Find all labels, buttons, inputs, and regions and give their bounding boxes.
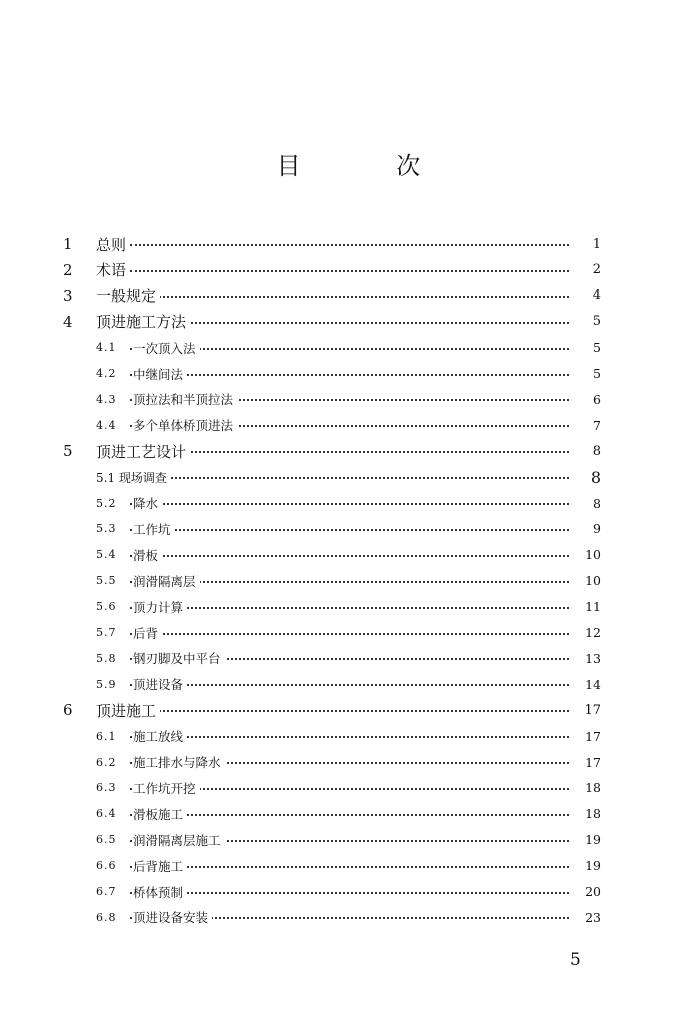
toc-entry-title: 中继间法 xyxy=(133,365,187,383)
toc-entry-number: 4.2 xyxy=(96,367,117,380)
toc-entry-title: 顶进施工 xyxy=(96,700,160,721)
toc-entry[interactable] xyxy=(0,596,697,618)
toc-entry-title: 工作坑 xyxy=(133,520,175,538)
toc-entry[interactable] xyxy=(0,518,697,540)
toc-entry[interactable] xyxy=(0,725,697,747)
toc-entry-number: 5.2 xyxy=(96,496,117,510)
toc-entry-number: 5.8 xyxy=(96,651,117,665)
toc-entry-title: 滑板 xyxy=(133,546,162,564)
toc-entry[interactable] xyxy=(0,492,697,514)
toc-entry-number: 5.3 xyxy=(96,522,117,536)
toc-entry-title: 多个单体桥顶进法 xyxy=(133,416,237,434)
toc-entry-page: 12 xyxy=(571,625,601,640)
dot-leader xyxy=(130,374,585,376)
toc-entry-title: 顶力计算 xyxy=(133,598,187,616)
toc-entry-page: 13 xyxy=(571,651,601,666)
toc-entry-title: 总则 xyxy=(96,234,130,255)
toc-entry-number: 4.1 xyxy=(96,341,117,355)
toc-entry-page: 5 xyxy=(571,366,601,381)
toc-entry[interactable] xyxy=(0,699,697,721)
dot-leader xyxy=(130,814,585,816)
toc-entry-page: 14 xyxy=(571,677,601,692)
toc-entry[interactable] xyxy=(0,440,697,462)
toc-entry-title: 一次顶入法 xyxy=(133,339,200,357)
toc-entry-title: 顶拉法和半顶拉法 xyxy=(133,390,237,408)
dot-leader xyxy=(130,607,585,609)
toc-entry-title: 润滑隔离层 xyxy=(133,572,200,590)
dot-leader xyxy=(130,710,585,712)
toc-entry[interactable] xyxy=(0,622,697,644)
dot-leader xyxy=(130,270,585,272)
dot-leader xyxy=(130,633,585,635)
dot-leader xyxy=(130,866,585,868)
toc-entry-title: 后背施工 xyxy=(133,857,187,875)
dot-leader xyxy=(130,296,585,298)
toc-entry-number: 4.3 xyxy=(96,392,117,406)
toc-entry-title: 一般规定 xyxy=(96,285,160,306)
toc-entry-page: 5 xyxy=(571,314,601,329)
toc-entry-title: 顶进设备安装 xyxy=(133,908,212,926)
toc-entry-page: 8 xyxy=(571,468,601,487)
toc-entry-number: 6.4 xyxy=(96,807,117,821)
toc-entry-title: 后背 xyxy=(133,624,162,642)
toc-entry[interactable] xyxy=(0,751,697,773)
toc-entry-number: 5.6 xyxy=(96,600,117,614)
toc-entry-number: 1 xyxy=(63,235,73,253)
toc-entry-number: 6.8 xyxy=(96,910,117,924)
toc-entry-title: 顶进工艺设计 xyxy=(96,441,190,462)
toc-entry-number: 6.3 xyxy=(96,781,117,795)
toc-entry[interactable] xyxy=(0,233,697,255)
toc-entry-number: 6.2 xyxy=(96,755,117,769)
toc-entry-title: 施工放线 xyxy=(133,727,187,745)
toc-entry-page: 11 xyxy=(571,599,601,614)
toc-entry-title: 滑板施工 xyxy=(133,805,187,823)
toc-entry-page: 17 xyxy=(571,729,601,744)
toc-entry-number: 3 xyxy=(63,286,73,305)
toc-entry[interactable] xyxy=(0,803,697,825)
toc-entry-title: 术语 xyxy=(96,259,130,280)
toc-entry-page: 18 xyxy=(571,780,601,795)
toc-entry[interactable] xyxy=(0,466,697,488)
toc-entry-page: 17 xyxy=(571,703,601,718)
toc-entry-page: 20 xyxy=(571,884,601,899)
page-title: 目 次 xyxy=(276,152,465,180)
toc-entry-page: 5 xyxy=(571,340,601,355)
toc-entry[interactable] xyxy=(0,388,697,410)
toc-entry-number: 6.6 xyxy=(96,859,117,873)
toc-entry[interactable] xyxy=(0,777,697,799)
toc-entry-title: 钢刃脚及中平台 xyxy=(133,649,225,667)
page-number: 5 xyxy=(570,950,581,970)
dot-leader xyxy=(130,529,585,531)
toc-entry-title: 降水 xyxy=(133,494,162,512)
toc-entry-page: 23 xyxy=(571,910,601,925)
toc-entry-page: 19 xyxy=(571,858,601,873)
toc-entry-title: 5.1 现场调查 xyxy=(96,469,171,486)
toc-entry-title: 顶进设备 xyxy=(133,675,187,693)
dot-leader xyxy=(130,244,585,246)
toc-entry[interactable] xyxy=(0,363,697,385)
dot-leader xyxy=(130,892,585,894)
toc-entry-number: 6.1 xyxy=(96,729,117,743)
toc-entry-title: 工作坑开挖 xyxy=(133,779,200,797)
toc-entry-number: 2 xyxy=(63,260,73,279)
toc-entry-number: 5.5 xyxy=(96,574,117,588)
dot-leader xyxy=(130,503,585,505)
toc-entry[interactable] xyxy=(0,414,697,436)
toc-entry-number: 4 xyxy=(63,312,73,331)
dot-leader xyxy=(130,477,585,479)
dot-leader xyxy=(130,555,585,557)
toc-entry-number: 6.5 xyxy=(96,833,117,847)
toc-entry-number: 5.4 xyxy=(96,548,117,562)
toc-entry-number: 5.7 xyxy=(96,626,117,639)
toc-entry-number: 6 xyxy=(63,701,73,720)
toc-entry-number: 6.7 xyxy=(96,885,117,898)
toc-entry-page: 6 xyxy=(571,392,601,407)
toc-entry-page: 9 xyxy=(571,521,601,536)
toc-entry-number: 5 xyxy=(63,442,73,461)
toc-entry-page: 1 xyxy=(571,237,601,252)
toc-entry-page: 8 xyxy=(571,444,601,459)
dot-leader xyxy=(130,684,585,686)
toc-entry[interactable] xyxy=(0,673,697,695)
toc-entry-page: 10 xyxy=(571,573,601,588)
toc-entry-page: 18 xyxy=(571,806,601,821)
toc-entry[interactable] xyxy=(0,311,697,333)
toc-entry[interactable] xyxy=(0,337,697,359)
toc-entry[interactable] xyxy=(0,855,697,877)
toc-entry-page: 17 xyxy=(571,755,601,770)
toc-entry[interactable] xyxy=(0,285,697,307)
dot-leader xyxy=(130,451,585,453)
toc-entry-number: 5.9 xyxy=(96,677,117,691)
toc-entry-page: 4 xyxy=(571,288,601,303)
dot-leader xyxy=(130,736,585,738)
toc-entry-title: 顶进施工方法 xyxy=(96,311,190,332)
toc-entry-number: 4.4 xyxy=(96,418,117,432)
toc-entry-title: 润滑隔离层施工 xyxy=(133,831,225,849)
toc-entry[interactable] xyxy=(0,570,697,592)
toc-entry[interactable] xyxy=(0,881,697,903)
toc-entry-title: 施工排水与降水 xyxy=(133,753,225,771)
toc-entry-page: 8 xyxy=(571,496,601,511)
toc-entry-page: 19 xyxy=(571,832,601,847)
toc-entry-page: 10 xyxy=(571,547,601,562)
toc-entry-title: 桥体预制 xyxy=(133,883,187,901)
toc-entry[interactable] xyxy=(0,906,697,928)
toc-entry[interactable] xyxy=(0,829,697,851)
toc-entry[interactable] xyxy=(0,544,697,566)
dot-leader xyxy=(130,322,585,324)
toc-entry-page: 2 xyxy=(571,262,601,277)
toc-entry-page: 7 xyxy=(571,418,601,433)
toc-entry[interactable] xyxy=(0,259,697,281)
toc-entry[interactable] xyxy=(0,647,697,669)
